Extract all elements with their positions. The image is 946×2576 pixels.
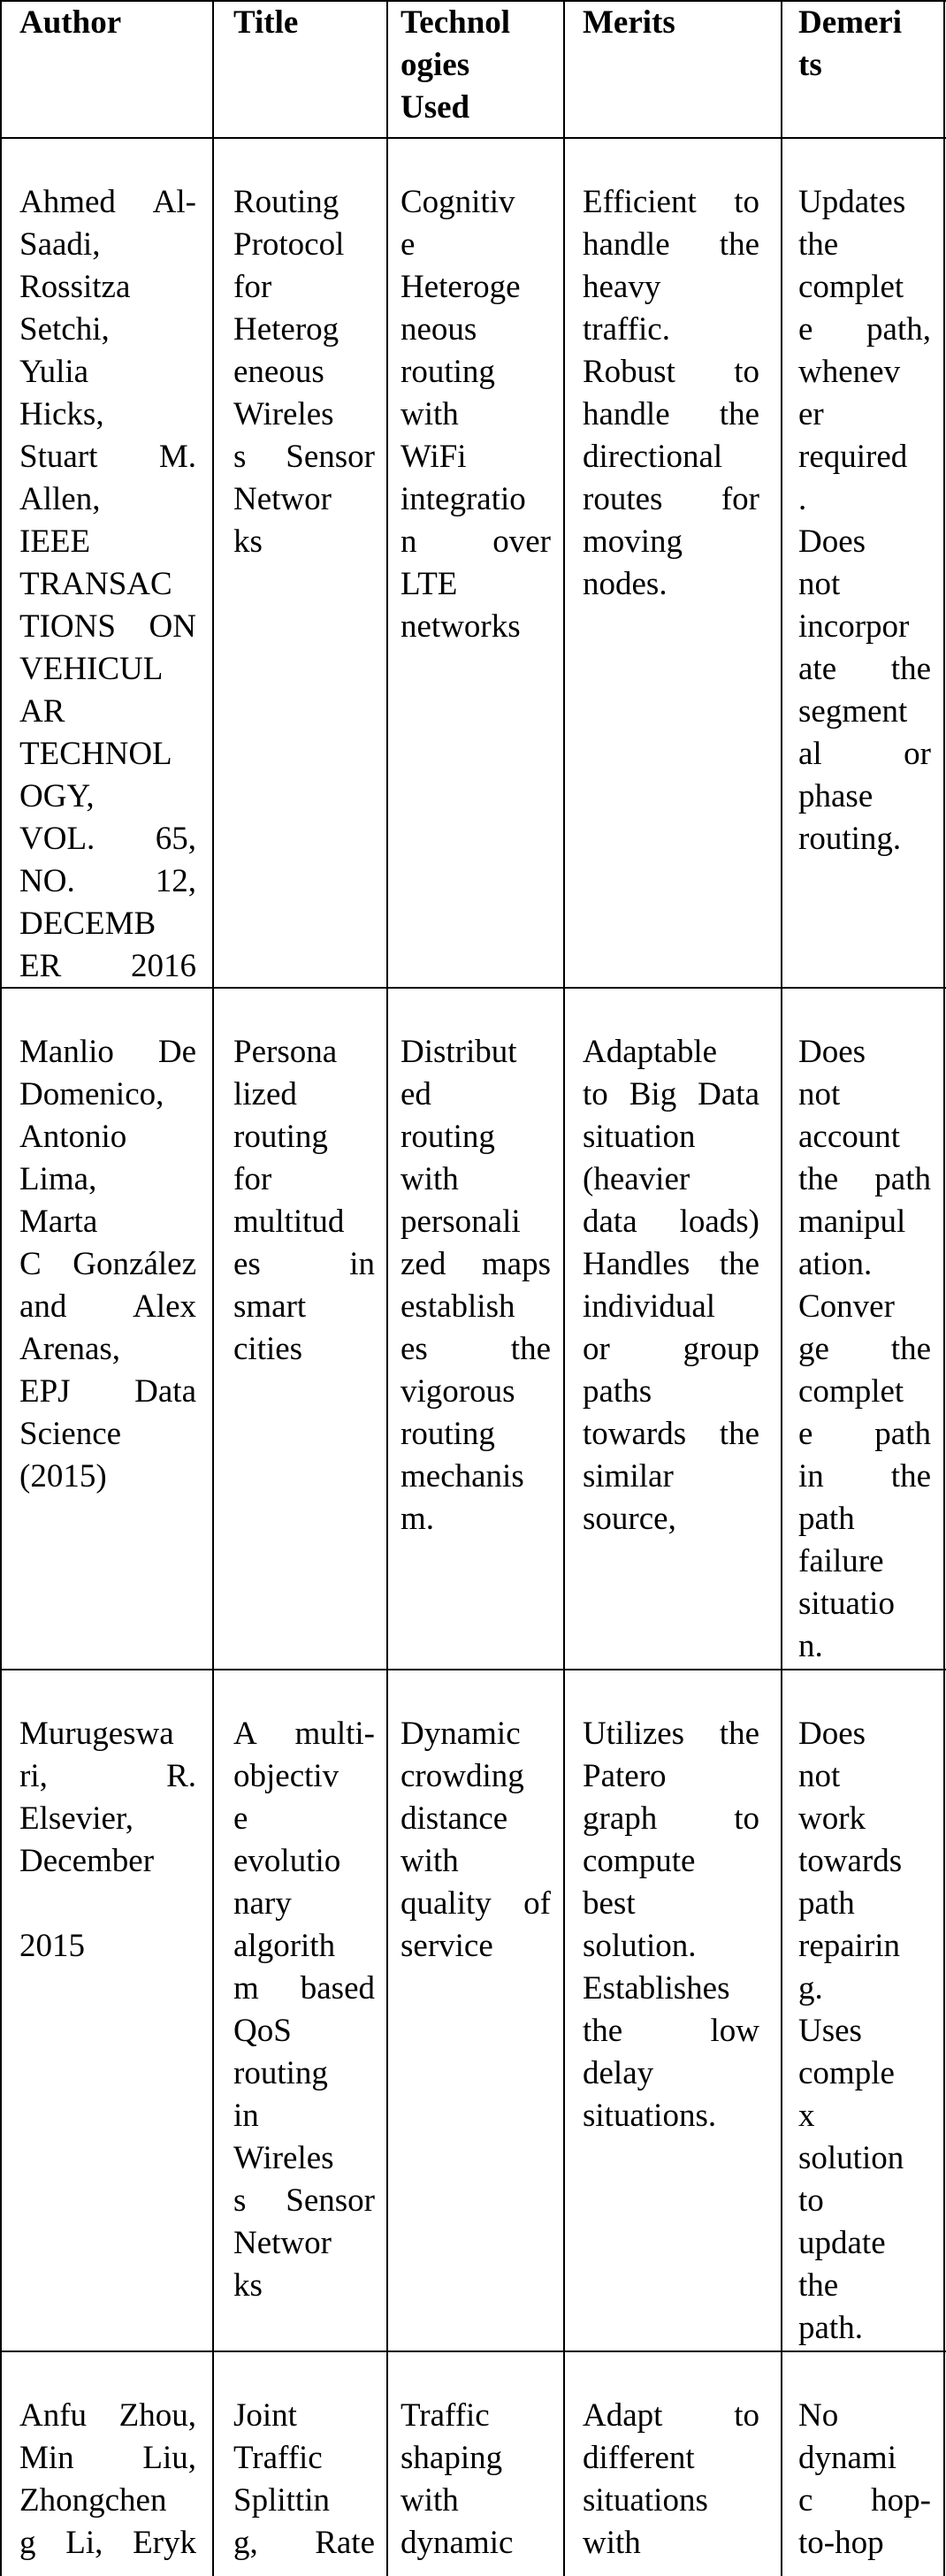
cell-line: Does [798, 1716, 866, 1752]
cell-line: to-hop [798, 2525, 884, 2561]
cell-line: m. [401, 1501, 435, 1537]
cell-line: Zhongchen [19, 2482, 167, 2519]
cell-line: solution [798, 2140, 904, 2176]
cell-line: g, Rate [233, 2525, 375, 2561]
cell-line: Does [798, 1034, 866, 1070]
cell-line: VOL. 65, [19, 821, 196, 857]
cell-line: Saadi, [19, 226, 101, 263]
cell-line: es the [401, 1331, 551, 1367]
header-line: Merits [583, 4, 675, 41]
cell-line: al or [798, 736, 931, 772]
cell-line: for [233, 1161, 272, 1197]
cell-line: in [233, 2098, 259, 2134]
cell-line: c hop- [798, 2482, 931, 2519]
cell-line: with [401, 1161, 459, 1197]
cell-line: ed [401, 1076, 431, 1112]
cell-line: failure [798, 1543, 884, 1579]
cell-line: situations [583, 2482, 708, 2519]
cell-line: source, [583, 1501, 676, 1537]
cell-line: heavy [583, 269, 661, 305]
cell-line: Stuart M. [19, 439, 196, 475]
cell-line: incorpor [798, 608, 910, 645]
cell-line: and Alex [19, 1288, 196, 1325]
cell-line: in the [798, 1458, 931, 1494]
cell-line: AR [19, 693, 65, 730]
cell-line: to Big Data [583, 1076, 759, 1112]
cell-merits [583, 2395, 759, 2565]
cell-line: algorith [233, 1928, 336, 1964]
cell-line: Conver [798, 1288, 895, 1325]
cell-line: e path, [798, 311, 931, 348]
cell-line: best [583, 1885, 636, 1922]
cell-line: Rossitza [19, 269, 131, 305]
cell-line: cities [233, 1331, 303, 1367]
cell-line: ate the [798, 651, 931, 687]
cell-tech [401, 1713, 551, 1968]
cell-demerits [798, 1031, 931, 1668]
cell-line: graph to [583, 1800, 759, 1837]
cell-line: quality of [401, 1885, 551, 1922]
cell-line: situations. [583, 2098, 717, 2134]
cell-line: Distribut [401, 1034, 517, 1070]
cell-line: ge the [798, 1331, 931, 1367]
cell-line: routing [401, 1416, 495, 1452]
cell-line: integratio [401, 481, 526, 517]
cell-line: path [798, 1885, 855, 1922]
cell-line: Does [798, 524, 866, 560]
cell-line: routing. [798, 821, 902, 857]
cell-line: with [401, 2482, 459, 2519]
cell-author [19, 1031, 196, 1498]
cell-line: WiFi [401, 439, 467, 475]
header-line: Technol [401, 4, 511, 41]
cell-line: Joint [233, 2397, 297, 2434]
cell-line: complet [798, 1373, 904, 1410]
cell-line: December [19, 1843, 155, 1879]
cell-line: Heteroge [401, 269, 521, 305]
cell-line: QoS [233, 2013, 292, 2049]
cell-line: Elsevier, [19, 1800, 134, 1837]
cell-line: ri, R. [19, 1758, 196, 1794]
cell-line: NO. 12, [19, 863, 196, 899]
cell-line: work [798, 1800, 866, 1837]
cell-line: towards [798, 1843, 903, 1879]
cell-line: EPJ Data [19, 1373, 196, 1410]
cell-line: DECEMB [19, 906, 156, 942]
cell-line: with [401, 396, 459, 432]
cell-line: situation [583, 1119, 696, 1155]
cell-line: Wireles [233, 396, 334, 432]
cell-line: m based [233, 1970, 375, 2007]
cell-line: Splittin [233, 2482, 330, 2519]
cell-tech [401, 2395, 551, 2565]
cell-line: er [798, 396, 824, 432]
cell-line: g. [798, 1970, 823, 2007]
header-line: ts [798, 47, 822, 83]
cell-line: solution. [583, 1928, 697, 1964]
cell-line: individual [583, 1288, 716, 1325]
cell-line: LTE [401, 566, 458, 602]
column-rule-3 [563, 0, 565, 2576]
header-line: Demeri [798, 4, 903, 41]
cell-line: the [798, 2267, 839, 2304]
cell-line: distance [401, 1800, 508, 1837]
cell-line: for [233, 269, 272, 305]
cell-line: repairin [798, 1928, 901, 1964]
cell-line: handle the [583, 226, 759, 263]
cell-line: Protocol [233, 226, 345, 263]
cell-line: s Sensor [233, 439, 375, 475]
cell-line: Antonio [19, 1119, 127, 1155]
cell-line: TIONS ON [19, 608, 196, 645]
header-title [233, 2, 375, 44]
cell-line: Heterog [233, 311, 339, 348]
header-line: Used [401, 89, 470, 126]
header-merits [583, 2, 759, 44]
cell-line: neous [401, 311, 477, 348]
cell-line: service [401, 1928, 493, 1964]
cell-line: C González [19, 1246, 196, 1282]
cell-line: routing [401, 354, 495, 390]
cell-line: n over [401, 524, 551, 560]
cell-line: Adapt to [583, 2397, 759, 2434]
cell-line: routes for [583, 481, 759, 517]
cell-line: situatio [798, 1586, 895, 1622]
cell-line: segment [798, 693, 908, 730]
cell-line: No [798, 2397, 839, 2434]
row-rule-3 [0, 2351, 946, 2352]
cell-author [19, 2395, 196, 2565]
cell-line: ks [233, 524, 263, 560]
cell-line: Manlio De [19, 1034, 196, 1070]
cell-line: ks [233, 2267, 263, 2304]
cell-line: VEHICUL [19, 651, 164, 687]
cell-line: the path [798, 1161, 931, 1197]
cell-line: the [798, 226, 839, 263]
cell-line: multitud [233, 1204, 345, 1240]
cell-line: account [798, 1119, 901, 1155]
cell-line: IEEE [19, 524, 91, 560]
cell-line: required [798, 439, 908, 475]
cell-line: Networ [233, 481, 332, 517]
cell-line: crowding [401, 1758, 524, 1794]
cell-line: routing [401, 1119, 495, 1155]
cell-line: Persona [233, 1034, 338, 1070]
cell-line: shaping [401, 2440, 503, 2476]
cell-line: g Li, Eryk [19, 2525, 196, 2561]
cell-line: with [401, 1843, 459, 1879]
header-demerits [798, 2, 931, 87]
cell-line: OGY, [19, 778, 95, 814]
header-technologies [401, 2, 551, 129]
cell-line: ation. [798, 1246, 873, 1282]
cell-line: paths [583, 1373, 652, 1410]
cell-line: path. [798, 2310, 863, 2346]
cell-line: dynamic [401, 2525, 514, 2561]
header-line: ogies [401, 47, 470, 83]
cell-merits [583, 1031, 759, 1540]
cell-line: establish [401, 1288, 515, 1325]
cell-line: ER 2016 [19, 948, 196, 984]
cell-line: routing [233, 1119, 328, 1155]
cell-line: update [798, 2225, 886, 2261]
cell-line: Science [19, 1416, 122, 1452]
cell-line: (heavier [583, 1161, 690, 1197]
cell-line: not [798, 1076, 841, 1112]
cell-line: Murugeswa [19, 1716, 174, 1752]
cell-author [19, 181, 196, 988]
cell-line: eneous [233, 354, 324, 390]
cell-line: n. [798, 1628, 823, 1664]
header-author [19, 2, 196, 44]
cell-title [233, 1031, 375, 1371]
cell-line: nodes. [583, 566, 668, 602]
cell-line: mechanis [401, 1458, 524, 1494]
cell-line: Networ [233, 2225, 332, 2261]
column-rule-2 [386, 0, 388, 2576]
cell-line: directional [583, 439, 723, 475]
cell-line: Dynamic [401, 1716, 521, 1752]
cell-line: to [798, 2182, 824, 2219]
cell-line: the low [583, 2013, 759, 2049]
cell-line: e [401, 226, 416, 263]
cell-line: Efficient to [583, 184, 759, 220]
cell-line: 2015 [19, 1928, 85, 1964]
cell-line: comple [798, 2055, 895, 2091]
cell-line: Uses [798, 2013, 862, 2049]
cell-line: personali [401, 1204, 521, 1240]
cell-line: with [583, 2525, 641, 2561]
cell-line: similar [583, 1458, 674, 1494]
cell-line: Adaptable [583, 1034, 718, 1070]
cell-line: Updates [798, 184, 906, 220]
cell-line: Marta [19, 1204, 98, 1240]
cell-line: not [798, 566, 841, 602]
cell-line: Min Liu, [19, 2440, 196, 2476]
cell-merits [583, 1713, 759, 2137]
cell-line: e [233, 1800, 248, 1837]
cell-line: (2015) [19, 1458, 107, 1494]
cell-line: Ahmed Al- [19, 184, 196, 220]
cell-line: nary [233, 1885, 292, 1922]
row-rule-2 [0, 1669, 946, 1670]
cell-line: phase [798, 778, 874, 814]
cell-line: TECHNOL [19, 736, 172, 772]
cell-line: complet [798, 269, 904, 305]
cell-line: Patero [583, 1758, 667, 1794]
cell-line: manipul [798, 1204, 906, 1240]
cell-line: Wireles [233, 2140, 334, 2176]
cell-line: networks [401, 608, 521, 645]
cell-line: Setchi, [19, 311, 110, 348]
cell-line: routing [233, 2055, 328, 2091]
cell-title [233, 1713, 375, 2307]
cell-line: Arenas, [19, 1331, 121, 1367]
cell-line: x [798, 2098, 815, 2134]
cell-tech [401, 1031, 551, 1540]
cell-line: different [583, 2440, 695, 2476]
cell-line: Traffic [233, 2440, 323, 2476]
cell-line: not [798, 1758, 841, 1794]
cell-line: lized [233, 1076, 297, 1112]
cell-title [233, 181, 375, 563]
cell-line: Traffic [401, 2397, 490, 2434]
cell-line: Handles the [583, 1246, 759, 1282]
header-line: Author [19, 4, 122, 41]
cell-line: Yulia [19, 354, 89, 390]
cell-line: objectiv [233, 1758, 339, 1794]
cell-line: es in [233, 1246, 375, 1282]
cell-line: handle the [583, 396, 759, 432]
header-rule [0, 137, 946, 139]
cell-line [19, 1883, 196, 1925]
cell-line: A multi- [233, 1716, 375, 1752]
cell-line: TRANSAC [19, 566, 172, 602]
cell-line: . [798, 481, 807, 517]
cell-line: Domenico, [19, 1076, 164, 1112]
cell-line: dynami [798, 2440, 896, 2476]
cell-line: data loads) [583, 1204, 759, 1240]
cell-line: Hicks, [19, 396, 104, 432]
cell-title [233, 2395, 375, 2565]
table-border-right [943, 0, 945, 2576]
cell-line: towards the [583, 1416, 759, 1452]
cell-line: Establishes [583, 1970, 730, 2007]
cell-tech [401, 181, 551, 648]
column-rule-4 [781, 0, 782, 2576]
cell-demerits [798, 2395, 931, 2565]
cell-line: traffic. [583, 311, 670, 348]
cell-line: or group [583, 1331, 759, 1367]
cell-line: smart [233, 1288, 307, 1325]
cell-line: zed maps [401, 1246, 551, 1282]
cell-merits [583, 181, 759, 606]
cell-line: Lima, [19, 1161, 97, 1197]
cell-demerits [798, 181, 931, 860]
column-rule-1 [212, 0, 214, 2576]
cell-line: evolutio [233, 1843, 341, 1879]
cell-line: Allen, [19, 481, 101, 517]
cell-line: compute [583, 1843, 696, 1879]
cell-line: delay [583, 2055, 654, 2091]
cell-line: whenev [798, 354, 901, 390]
header-line: Title [233, 4, 299, 41]
cell-line: Cognitiv [401, 184, 515, 220]
cell-author [19, 1713, 196, 1968]
cell-demerits [798, 1713, 931, 2350]
table-border-left [0, 0, 2, 2576]
cell-line: moving [583, 524, 683, 560]
cell-line: vigorous [401, 1373, 515, 1410]
cell-line: s Sensor [233, 2182, 375, 2219]
cell-line: Robust to [583, 354, 759, 390]
cell-line: path [798, 1501, 855, 1537]
cell-line: e path [798, 1416, 931, 1452]
cell-line: Utilizes the [583, 1716, 759, 1752]
cell-line: Routing [233, 184, 339, 220]
cell-line: Anfu Zhou, [19, 2397, 196, 2434]
